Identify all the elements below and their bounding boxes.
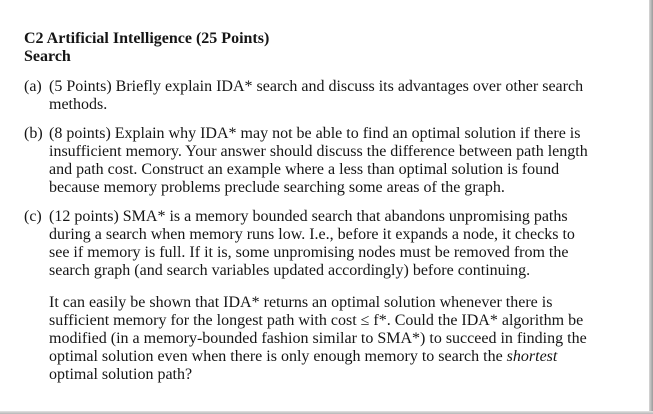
text-line: methods. xyxy=(49,96,108,113)
question-text xyxy=(49,294,639,384)
text-line: (8 points) Explain why IDA* may not be able to find an optimal solution if there is xyxy=(49,125,581,142)
question-marker: (a) xyxy=(24,78,42,95)
text-line: because memory problems preclude searching some areas of the graph. xyxy=(49,179,505,196)
text-line: insufficient memory. Your answer should discuss the difference between path length xyxy=(49,143,588,160)
text-line: search graph (and search variables updated accordingly) before continuing. xyxy=(49,262,531,279)
text-line: (12 points) SMA* is a memory bounded search that abandons unpromising paths xyxy=(49,208,568,225)
text-line: modified (in a memory-bounded fashion similar to SMA*) to succeed in finding the xyxy=(49,330,587,347)
text-line-lead: optimal solution even when there is only enough memory to search the xyxy=(49,348,503,365)
text-line: optimal solution path? xyxy=(49,366,193,383)
text-line: and path cost. Construct an example where a less than optimal solution is found xyxy=(49,161,560,178)
question-text xyxy=(49,125,639,197)
question-text xyxy=(49,208,639,280)
text-line: sufficient memory for the longest path with cost ≤ f*. Could the IDA* algorithm be xyxy=(49,312,584,329)
question-marker: (c) xyxy=(24,208,42,225)
question-marker: (b) xyxy=(24,125,43,142)
page-edge-right xyxy=(649,0,653,414)
section-title: C2 Artificial Intelligence (25 Points) xyxy=(24,30,270,47)
question-text xyxy=(49,78,639,114)
text-line: see if memory is full. If it is, some unpromising nodes must be removed from the xyxy=(49,244,569,261)
text-line: during a search when memory runs low. I.e., before it expands a node, it checks to xyxy=(49,226,575,243)
text-line: It can easily be shown that IDA* returns an optimal solution whenever there is xyxy=(49,294,553,311)
text-line: (5 Points) Briefly explain IDA* search and discuss its advantages over other search xyxy=(49,78,584,95)
emphasis-word: shortest xyxy=(506,348,558,365)
section-subtitle: Search xyxy=(24,48,71,65)
text-line xyxy=(49,348,639,366)
